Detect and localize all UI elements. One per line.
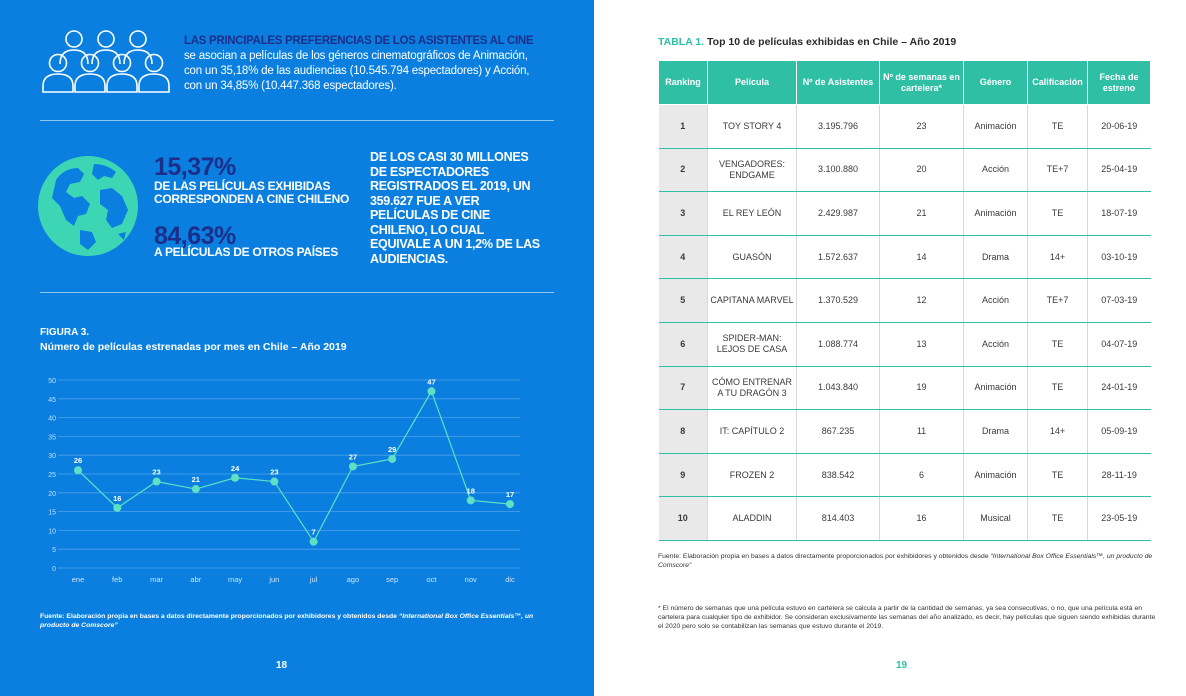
cell-genre: Acción (964, 148, 1028, 192)
data-label: 7 (311, 527, 316, 537)
table-row (659, 366, 1151, 410)
source-italic: “International Box Office Essentials™, un producto de Comscore” (40, 613, 534, 629)
cell-release-date: 04-07-19 (1088, 322, 1151, 366)
y-tick-label: 10 (48, 528, 56, 536)
cell-weeks: 13 (880, 322, 964, 366)
cell-ranking: 7 (659, 366, 708, 410)
cell-genre: Animación (964, 366, 1028, 410)
header-genre: Género (964, 61, 1028, 105)
cell-rating: TE (1028, 497, 1088, 541)
table-caption: Top 10 de películas exhibidas en Chile – Año 2019 (707, 36, 957, 48)
table-row (659, 322, 1151, 366)
cell-attendees: 3.100.880 (797, 148, 880, 192)
cell-weeks: 11 (880, 410, 964, 454)
cell-attendees: 838.542 (797, 453, 880, 497)
data-point (270, 478, 278, 486)
cell-rating: TE (1028, 192, 1088, 236)
y-tick-label: 35 (48, 434, 56, 442)
x-tick-label: oct (426, 575, 437, 584)
other-label: A PELÍCULAS DE OTROS PAÍSES (154, 245, 338, 259)
y-tick-label: 40 (48, 415, 56, 423)
figure-title: Número de películas estrenadas por mes en Chile – Año 2019 (40, 341, 347, 353)
cell-genre: Acción (964, 279, 1028, 323)
table-row (659, 235, 1151, 279)
data-point (388, 455, 396, 463)
cell-rating: TE (1028, 105, 1088, 149)
cell-genre: Animación (964, 105, 1028, 149)
cell-weeks: 20 (880, 148, 964, 192)
x-tick-label: abr (190, 575, 202, 584)
cell-attendees: 1.370.529 (797, 279, 880, 323)
globe-icon (36, 154, 140, 258)
x-tick-label: jul (309, 575, 318, 584)
figure-label: FIGURA 3. (40, 327, 90, 338)
chilean-label-1: DE LAS PELÍCULAS EXHIBIDAS (154, 179, 331, 193)
data-label: 24 (230, 463, 240, 473)
table-source-note (658, 552, 1158, 570)
table-row (659, 105, 1151, 149)
page-number: 19 (896, 660, 908, 671)
movies-table (658, 60, 1151, 541)
cell-release-date: 18-07-19 (1088, 192, 1151, 236)
data-point (113, 504, 121, 512)
data-point (192, 485, 200, 493)
data-point (231, 474, 239, 482)
data-label: 17 (505, 490, 515, 500)
cell-genre: Animación (964, 192, 1028, 236)
cell-release-date: 20-06-19 (1088, 105, 1151, 149)
data-point (310, 538, 318, 546)
x-tick-label: feb (112, 575, 123, 584)
cell-movie: SPIDER-MAN: LEJOS DE CASA (708, 322, 797, 366)
cell-ranking: 6 (659, 322, 708, 366)
cell-weeks: 21 (880, 192, 964, 236)
cell-ranking: 8 (659, 410, 708, 454)
divider (40, 120, 554, 121)
table-row (659, 410, 1151, 454)
intro-heading: LAS PRINCIPALES PREFERENCIAS DE LOS ASISTENTES AL CINE (184, 35, 534, 47)
header-ranking: Ranking (659, 61, 708, 105)
data-label: 27 (348, 452, 358, 462)
y-tick-label: 45 (48, 396, 56, 404)
data-label: 18 (466, 486, 475, 496)
cell-rating: 14+ (1028, 235, 1088, 279)
table-row (659, 279, 1151, 323)
x-tick-label: sep (386, 575, 399, 584)
cell-ranking: 10 (659, 497, 708, 541)
cell-release-date: 28-11-19 (1088, 453, 1151, 497)
cell-ranking: 3 (659, 192, 708, 236)
cell-attendees: 1.043.840 (797, 366, 880, 410)
data-point (506, 500, 514, 508)
right-page (594, 0, 1186, 696)
cell-genre: Animación (964, 453, 1028, 497)
cell-release-date: 03-10-19 (1088, 235, 1151, 279)
cell-weeks: 14 (880, 235, 964, 279)
cell-rating: TE (1028, 366, 1088, 410)
y-tick-label: 0 (52, 566, 56, 573)
data-point (349, 462, 357, 470)
table-row (659, 148, 1151, 192)
table-header-row (659, 61, 1151, 105)
spectators-text: DE LOS CASI 30 MILLONES DE ESPECTADORES REGISTRADOS EL 2019, UN 359.627 FUE A VER PELÍCULAS DE CINE CHILENO, LO CUAL EQUIVALE A UN 1,2% DE LAS AUDIENCIAS. (370, 150, 540, 266)
data-label: 16 (113, 493, 122, 503)
cell-genre: Drama (964, 235, 1028, 279)
source-italic: “International Box Office Essentials™, un producto de Comscore” (658, 553, 1153, 569)
cell-attendees: 867.235 (797, 410, 880, 454)
chilean-percentage: 15,37% (154, 153, 236, 181)
data-label: 23 (152, 467, 161, 477)
cell-movie: ALADDIN (708, 497, 797, 541)
cell-movie: GUASÓN (708, 235, 797, 279)
line-chart (30, 370, 530, 590)
cell-movie: CÓMO ENTRENAR A TU DRAGÓN 3 (708, 366, 797, 410)
y-tick-label: 50 (48, 378, 56, 385)
cell-movie: TOY STORY 4 (708, 105, 797, 149)
cell-movie: IT: CAPÍTULO 2 (708, 410, 797, 454)
series-line (78, 391, 510, 541)
cell-weeks: 16 (880, 497, 964, 541)
header-movie: Película (708, 61, 797, 105)
data-point (74, 466, 82, 474)
source-note (40, 612, 540, 630)
cell-rating: TE (1028, 322, 1088, 366)
cell-movie: VENGADORES: ENDGAME (708, 148, 797, 192)
cell-ranking: 2 (659, 148, 708, 192)
cell-genre: Drama (964, 410, 1028, 454)
cell-attendees: 3.195.796 (797, 105, 880, 149)
x-tick-label: nov (464, 575, 477, 584)
audience-icon (40, 28, 172, 94)
data-label: 23 (270, 467, 279, 477)
y-tick-label: 20 (48, 490, 56, 498)
cell-rating: 14+ (1028, 410, 1088, 454)
y-tick-label: 15 (48, 509, 56, 517)
header-rating: Calificación (1028, 61, 1088, 105)
x-tick-label: mar (150, 575, 164, 584)
cell-weeks: 12 (880, 279, 964, 323)
cell-release-date: 05-09-19 (1088, 410, 1151, 454)
intro-text (184, 34, 534, 94)
cell-rating: TE (1028, 453, 1088, 497)
cell-ranking: 1 (659, 105, 708, 149)
data-label: 29 (388, 444, 397, 454)
cell-movie: EL REY LEÓN (708, 192, 797, 236)
y-tick-label: 25 (48, 472, 56, 479)
x-tick-label: jun (269, 575, 280, 584)
cell-genre: Musical (964, 497, 1028, 541)
cell-release-date: 24-01-19 (1088, 366, 1151, 410)
cell-attendees: 814.403 (797, 497, 880, 541)
chilean-label-2: CORRESPONDEN A CINE CHILENO (154, 192, 350, 206)
divider (40, 292, 554, 293)
data-point (467, 496, 475, 504)
y-tick-label: 5 (52, 547, 56, 555)
cell-genre: Acción (964, 322, 1028, 366)
cell-ranking: 9 (659, 453, 708, 497)
cell-release-date: 07-03-19 (1088, 279, 1151, 323)
x-tick-label: ene (71, 575, 85, 584)
header-attendees: Nº de Asistentes (797, 61, 880, 105)
cell-attendees: 1.088.774 (797, 322, 880, 366)
header-weeks: Nº de semanas en cartelera* (880, 61, 964, 105)
cell-movie: CAPITANA MARVEL (708, 279, 797, 323)
cell-weeks: 6 (880, 453, 964, 497)
header-release-date: Fecha de estreno (1088, 61, 1151, 105)
source-prefix: Fuente: Elaboración propia en bases a datos directamente proporcionados por exhibidores y obtenidos desde (40, 613, 399, 620)
table-row (659, 192, 1151, 236)
source-prefix: Fuente: Elaboración propia en bases a datos directamente proporcionados por exhibidores y obtenidos desde (658, 553, 991, 560)
other-percentage: 84,63% (154, 222, 236, 250)
cell-rating: TE+7 (1028, 148, 1088, 192)
y-tick-label: 30 (48, 453, 56, 461)
table-row (659, 497, 1151, 541)
data-point (153, 478, 161, 486)
cell-weeks: 19 (880, 366, 964, 410)
cell-release-date: 25-04-19 (1088, 148, 1151, 192)
footnote: * El número de semanas que una película estuvo en cartelera se calcula a partir de la cantidad de semanas, ya sea consecutivas, o no, que una película está en cartelera para cualquier tipo de exhibidor. Se consideran exclusivamente las semanas del año analizado, es decir, hay películas que siguen siendo exhibidas durante el 2020 pero solo se contabilizan las semanas que estuvo durante el 2019. (658, 605, 1156, 630)
page-number: 18 (276, 660, 288, 671)
cell-ranking: 5 (659, 279, 708, 323)
x-tick-label: dic (505, 575, 515, 584)
cell-release-date: 23-05-19 (1088, 497, 1151, 541)
x-tick-label: may (228, 575, 243, 584)
data-label: 47 (427, 377, 436, 387)
x-tick-label: ago (346, 575, 360, 584)
table-label: TABLA 1. (658, 36, 705, 48)
data-point (427, 387, 435, 395)
cell-rating: TE+7 (1028, 279, 1088, 323)
table-title (658, 36, 956, 48)
cell-attendees: 1.572.637 (797, 235, 880, 279)
cell-ranking: 4 (659, 235, 708, 279)
data-label: 26 (73, 456, 83, 466)
intro-body: se asocian a películas de los géneros cinematográficos de Animación, con un 35,18% de las audiencias (10.545.794 espectadores) y Acción, con un 34,85% (10.447.368 espectadores). (184, 50, 530, 92)
data-label: 21 (191, 475, 200, 485)
cell-weeks: 23 (880, 105, 964, 149)
table-row (659, 453, 1151, 497)
cell-attendees: 2.429.987 (797, 192, 880, 236)
cell-movie: FROZEN 2 (708, 453, 797, 497)
